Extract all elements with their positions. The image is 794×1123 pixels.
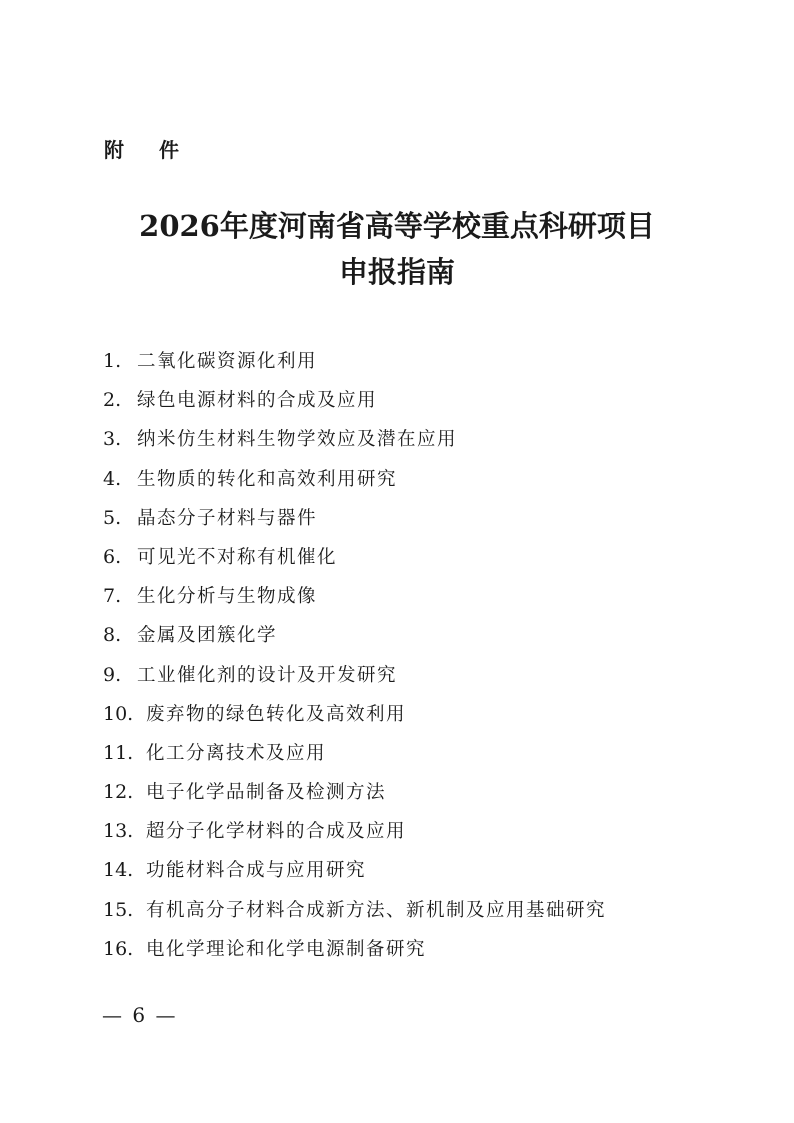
topic-item [103, 384, 606, 423]
topic-number: 4. [103, 467, 122, 490]
topic-list [103, 345, 606, 972]
topic-item [103, 659, 606, 698]
document-title-line-2: 申报指南 [338, 255, 455, 289]
topic-number: 14. [103, 859, 134, 882]
topic-number: 9. [103, 663, 122, 686]
topic-item [103, 423, 606, 462]
topic-item [103, 854, 606, 893]
topic-number: 11. [103, 741, 134, 764]
topic-text: 生化分析与生物成像 [137, 586, 318, 608]
topic-number: 13. [103, 820, 134, 843]
topic-text: 超分子化学材料的合成及应用 [146, 821, 407, 843]
topic-text: 功能材料合成与应用研究 [146, 860, 367, 882]
topic-item [103, 698, 606, 737]
topic-item [103, 933, 606, 972]
topic-number: 7. [103, 585, 122, 608]
topic-item [103, 776, 606, 815]
attachment-label: 附 件 [104, 138, 193, 162]
topic-item [103, 815, 606, 854]
topic-text: 晶态分子材料与器件 [137, 507, 318, 529]
topic-text: 化工分离技术及应用 [146, 742, 327, 764]
topic-number: 3. [103, 428, 122, 451]
topic-text: 二氧化碳资源化利用 [137, 351, 318, 372]
topic-item [103, 894, 606, 933]
page-number: — 6 — [102, 1003, 178, 1027]
topic-text: 电化学理论和化学电源制备研究 [146, 938, 427, 960]
topic-number: 10. [103, 702, 134, 725]
topic-number: 15. [103, 898, 134, 921]
topic-text: 绿色电源材料的合成及应用 [137, 390, 378, 412]
topic-item [103, 619, 606, 658]
topic-number: 2. [103, 389, 122, 412]
topic-item [103, 541, 606, 580]
topic-item [103, 502, 606, 541]
topic-text: 有机高分子材料合成新方法、新机制及应用基础研究 [146, 899, 607, 921]
topic-item [103, 463, 606, 502]
topic-item [103, 345, 606, 384]
document-title-line-1: 2026年度河南省高等学校重点科研项目 [139, 209, 655, 243]
topic-text: 可见光不对称有机催化 [137, 546, 338, 568]
topic-number: 16. [103, 937, 134, 960]
topic-item [103, 737, 606, 776]
topic-number: 1. [103, 350, 122, 372]
topic-item [103, 580, 606, 619]
topic-text: 金属及团簇化学 [137, 625, 278, 647]
topic-number: 12. [103, 781, 134, 804]
topic-text: 废弃物的绿色转化及高效利用 [146, 703, 407, 725]
topic-text: 生物质的转化和高效利用研究 [137, 468, 398, 490]
topic-number: 6. [103, 545, 122, 568]
topic-number: 8. [103, 624, 122, 647]
topic-text: 纳米仿生材料生物学效应及潜在应用 [137, 429, 458, 451]
topic-text: 电子化学品制备及检测方法 [146, 782, 387, 804]
topic-text: 工业催化剂的设计及开发研究 [137, 664, 398, 686]
topic-number: 5. [103, 506, 122, 529]
